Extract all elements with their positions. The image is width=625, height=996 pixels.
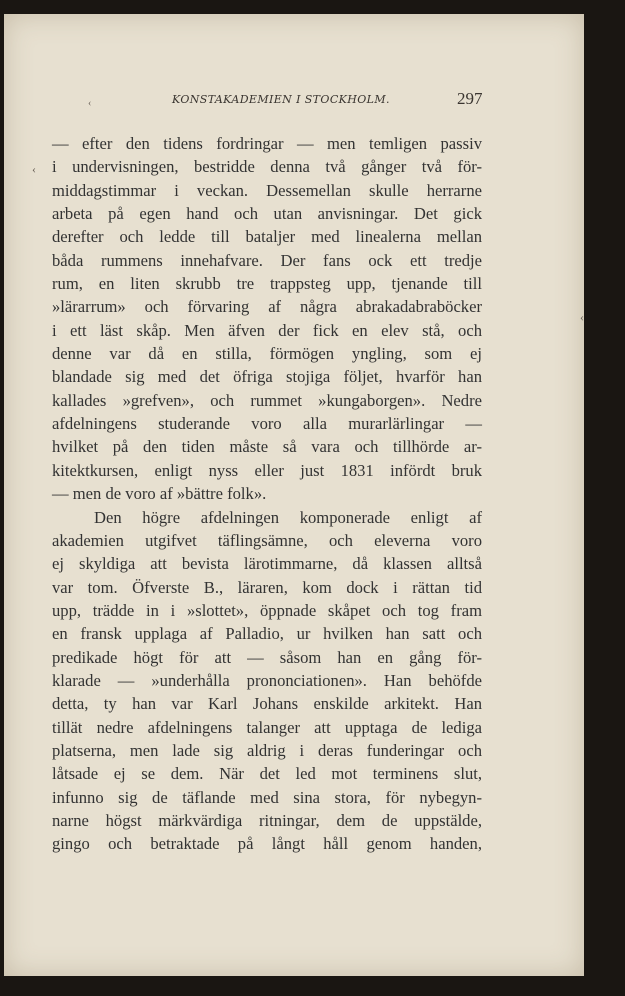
text-line: — efter den tidens fordringar — men temligen passiv — [52, 134, 482, 153]
page-number: 297 — [457, 89, 483, 108]
book-page — [4, 14, 584, 976]
text-line: låtsade ej se dem. När det led mot terminens slut, — [52, 764, 482, 784]
text-line: upp, trädde in i »slottet», öppnade skåpet och tog fram — [52, 600, 482, 620]
text-line: — men de voro af »bättre folk». — [52, 484, 267, 504]
text-line: arbeta på egen hand och utan anvisningar. Det gick — [52, 204, 482, 224]
text-line: båda rummens innehafvare. Der fans ock ett tredje — [52, 250, 482, 270]
text-line: infunno sig de täflande med sina stora, för nybegyn- — [52, 787, 482, 807]
left-margin-mark: ‹ — [32, 162, 36, 176]
text-line: middagstimmar i veckan. Dessemellan skulle herrarne — [52, 180, 482, 200]
text-line: kitektkursen, enligt nyss eller just 1831 infördt bruk — [52, 460, 482, 480]
text-line: derefter och ledde till bataljer med linealerna mellan — [52, 227, 482, 247]
text-line: rum, en liten skrubb tre trappsteg upp, tjenande till — [52, 274, 482, 294]
right-margin-mark: ‹ — [580, 310, 584, 324]
text-line: gingo och betraktade på långt håll genom handen, — [52, 834, 482, 854]
text-line: i ett läst skåp. Men äfven der fick en elev stå, och — [52, 320, 482, 340]
text-line: ej skyldiga att bevista lärotimmarne, då klassen alltså — [52, 554, 482, 574]
text-line: kallades »grefven», och rummet »kungaborgen». Nedre — [52, 390, 482, 410]
text-line: klarade — »underhålla prononciationen». Han behöfde — [52, 670, 482, 690]
text-line: hvilket på den tiden måste så vara och tillhörde ar- — [52, 437, 482, 457]
text-line: Den högre afdelningen komponerade enligt af — [94, 507, 482, 527]
body-text — [52, 132, 482, 856]
text-line: »lärarrum» och förvaring af några abrakadabraböcker — [52, 297, 482, 317]
text-line: tillät nedre afdelningens talanger att upptaga de lediga — [52, 717, 482, 737]
text-line: narne högst märkvärdiga ritningar, dem de uppstälde, — [52, 810, 482, 830]
text-line: i undervisningen, bestridde denna två gånger två för- — [52, 157, 482, 177]
text-line: en fransk upplaga af Palladio, ur hvilken han satt och — [52, 624, 482, 644]
running-head — [52, 89, 482, 113]
running-title: KONSTAKADEMIEN I STOCKHOLM. — [172, 93, 390, 106]
top-margin-mark: ‹ — [88, 98, 92, 109]
text-line: afdelningens studerande voro alla murarlärlingar — — [52, 414, 482, 434]
text-line: denne var då en stilla, förmögen yngling, som ej — [52, 344, 482, 364]
text-line: predikade högt för att — såsom han en gång för- — [52, 647, 482, 667]
text-line: akademien utgifvet täflingsämne, och eleverna voro — [52, 530, 482, 550]
text-line: var tom. Öfverste B., läraren, kom dock i rättan tid — [52, 577, 482, 597]
text-line: platserna, men lade sig aldrig i deras funderingar och — [52, 740, 482, 760]
text-line: blandade sig med det öfriga stojiga följet, hvarför han — [52, 367, 482, 387]
text-line: detta, ty han var Karl Johans enskilde arkitekt. Han — [52, 694, 482, 714]
